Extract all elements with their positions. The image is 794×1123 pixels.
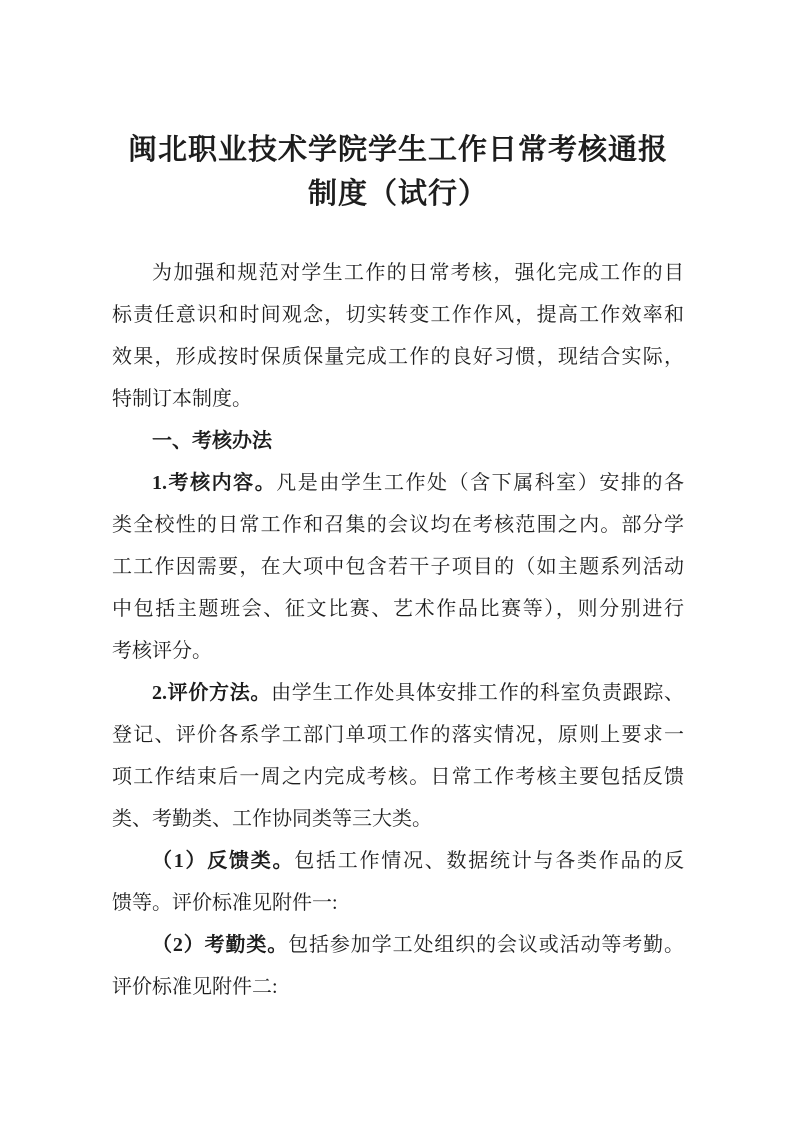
- text-line: [112, 378, 684, 420]
- paragraph-item-1-assessment-content: [112, 462, 684, 672]
- text-line: [112, 462, 684, 504]
- text-run: 为加强和规范对学生工作的日常考核，强化完成工作的目: [152, 262, 684, 284]
- text-run: 项工作结束后一周之内完成考核。日常工作考核主要包括反馈: [112, 766, 684, 788]
- text-line: [112, 882, 684, 924]
- text-run: 标责任意识和时间观念，切实转变工作作风，提高工作效率和: [112, 304, 684, 326]
- paragraph-sub-item-1-feedback: [112, 840, 684, 924]
- paragraph-intro: [112, 252, 684, 420]
- paragraph-item-2-evaluation-method: [112, 672, 684, 840]
- text-run-bold: 一、考核办法: [152, 430, 272, 452]
- text-line: [112, 924, 684, 966]
- text-line: [112, 798, 684, 840]
- text-run: 类全校性的日常工作和召集的会议均在考核范围之内。部分学: [112, 514, 684, 536]
- text-line: [112, 336, 684, 378]
- text-line: [112, 840, 684, 882]
- paragraph-heading-assessment-method: [112, 420, 684, 462]
- text-run: 效果，形成按时保质保量完成工作的良好习惯，现结合实际，: [112, 346, 684, 368]
- text-line: [112, 714, 684, 756]
- text-run: 包括参加学工处组织的会议或活动等考勤。: [288, 934, 684, 956]
- text-line: [112, 504, 684, 546]
- title-line-2: 制度（试行）: [307, 178, 488, 210]
- text-line: [112, 546, 684, 588]
- text-run: 馈等。评价标准见附件一:: [112, 892, 338, 914]
- text-line: [112, 966, 684, 1008]
- paragraph-sub-item-2-attendance: [112, 924, 684, 1008]
- text-line: [112, 756, 684, 798]
- text-line: [112, 588, 684, 630]
- text-line: [112, 630, 684, 672]
- document-body: [112, 252, 684, 1008]
- text-run: 评价标准见附件二:: [112, 976, 278, 998]
- text-run-bold: 2.评价方法。: [152, 682, 272, 704]
- text-run: 登记、评价各系学工部门单项工作的落实情况，原则上要求一: [112, 724, 684, 746]
- text-run: 中包括主题班会、征文比赛、艺术作品比赛等），则分别进行: [112, 598, 684, 620]
- text-run-bold: （1）反馈类。: [152, 850, 295, 872]
- text-run: 凡是由学生工作处（含下属科室）安排的各: [276, 472, 684, 494]
- text-line: [112, 252, 684, 294]
- text-run-bold: （2）考勤类。: [152, 934, 289, 956]
- text-run: 包括工作情况、数据统计与各类作品的反: [294, 850, 684, 872]
- title-line-1: 闽北职业技术学院学生工作日常考核通报: [127, 134, 668, 166]
- text-run: 考核评分。: [112, 640, 212, 662]
- text-line: [112, 294, 684, 336]
- text-run: 工工作因需要，在大项中包含若干子项目的（如主题系列活动: [112, 556, 684, 578]
- text-run: 类、考勤类、工作协同类等三大类。: [112, 808, 432, 830]
- document-title: [112, 128, 684, 216]
- text-line: [112, 420, 684, 462]
- text-line: [112, 672, 684, 714]
- text-run-bold: 1.考核内容。: [152, 472, 277, 494]
- text-run: 特制订本制度。: [112, 388, 252, 410]
- text-run: 由学生工作处具体安排工作的科室负责跟踪、: [271, 682, 684, 704]
